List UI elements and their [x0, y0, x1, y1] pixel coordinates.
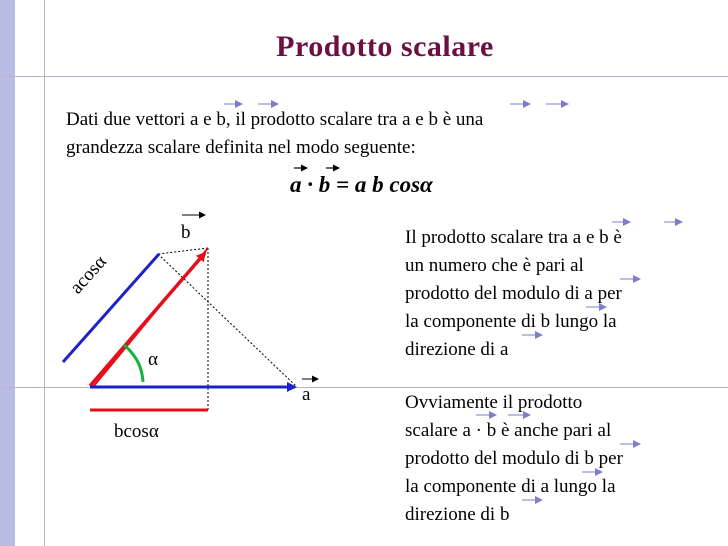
- explanation1-line-2: un numero che è pari al: [405, 255, 584, 276]
- perpendicular-line-upper: [158, 248, 208, 254]
- projection-line-b-tip: [158, 254, 296, 386]
- label-a: a: [302, 384, 311, 405]
- dot-product-formula: a · b = a b cosα: [290, 172, 433, 197]
- explanation2-line-1: Ovviamente il prodotto: [405, 392, 583, 413]
- label-b: b: [181, 222, 191, 243]
- explanation2-line-5: direzione di b: [405, 504, 510, 525]
- label-alpha: α: [148, 349, 158, 370]
- explanation1-line-3: prodotto del modulo di a per: [405, 283, 622, 304]
- explanation1-line-1: Il prodotto scalare tra a e b è: [405, 227, 622, 248]
- explanation2-line-2: scalare a · b è anche pari al: [405, 420, 612, 441]
- explanation1-line-4: la componente di b lungo la: [405, 311, 617, 332]
- label-bcos: bcosα: [114, 421, 159, 442]
- intro-line-1: Dati due vettori a e b, il prodotto scalare tra a e b è una: [66, 109, 484, 130]
- angle-arc: [124, 345, 143, 382]
- intro-line-2: grandezza scalare definita nel modo seguente:: [66, 137, 416, 158]
- slide-title: Prodotto scalare: [276, 30, 494, 63]
- explanation2-line-4: la componente di a lungo la: [405, 476, 616, 497]
- label-acos: acosα: [66, 251, 111, 299]
- explanation1-line-5: direzione di a: [405, 339, 509, 360]
- explanation2-line-3: prodotto del modulo di b per: [405, 448, 623, 469]
